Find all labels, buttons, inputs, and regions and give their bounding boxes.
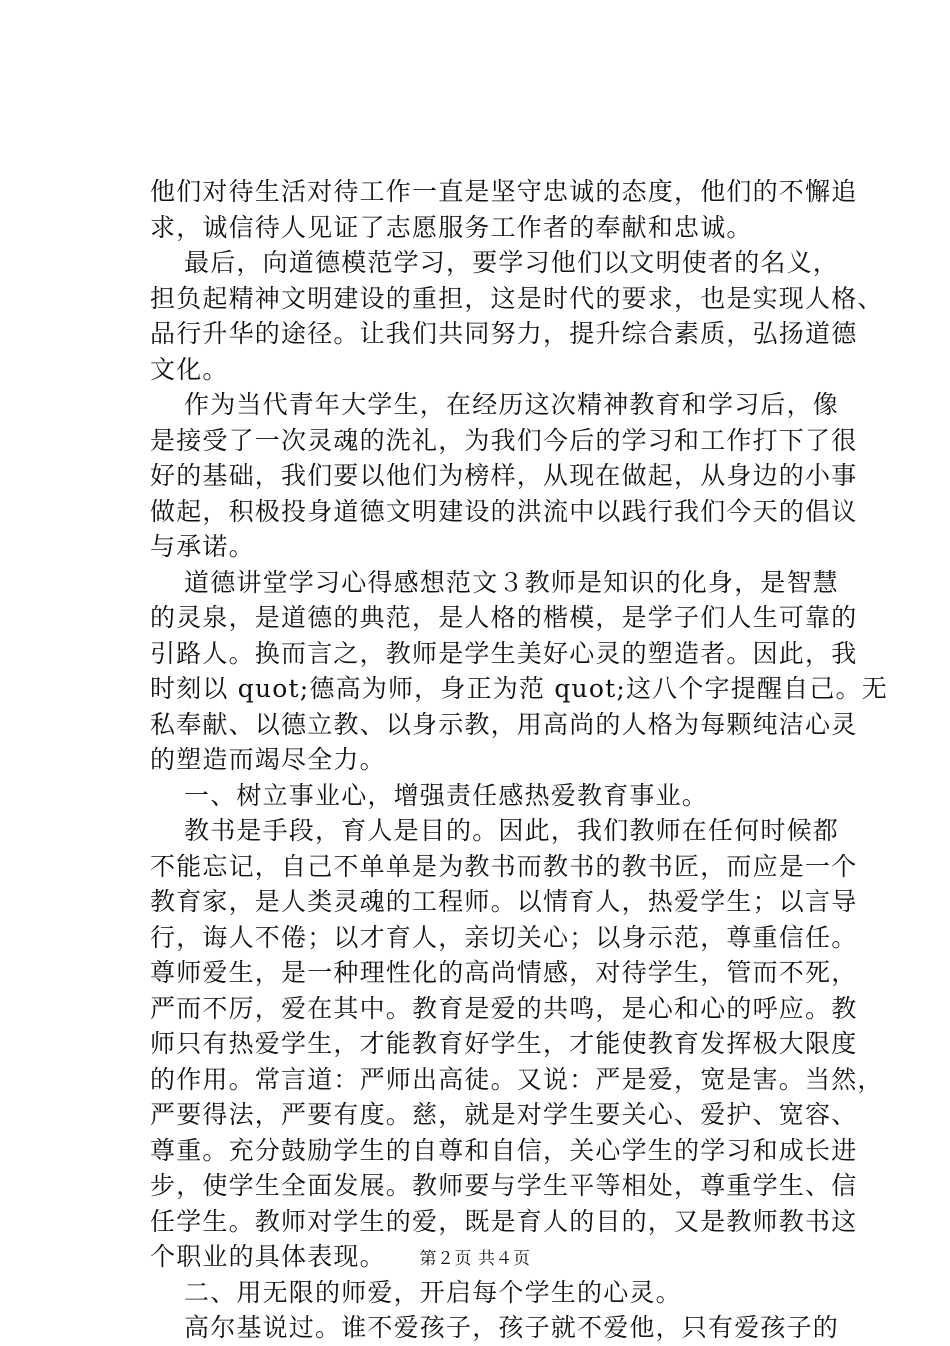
text-line: 高尔基说过。谁不爱孩子，孩子就不爱他，只有爱孩子的 [184, 1313, 840, 1342]
text-line: 品行升华的途径。让我们共同努力，提升综合素质，弘扬道德 [150, 319, 858, 348]
text-line: 的灵泉，是道德的典范，是人格的楷模，是学子们人生可靠的 [150, 603, 858, 632]
text-line: 担负起精神文明建设的重担，这是时代的要求，也是实现人格、 [150, 283, 884, 313]
text-line: 严要得法，严要有度。慈，就是对学生要关心、爱护、宽容、 [150, 1100, 858, 1129]
text-line: 尊重。充分鼓励学生的自尊和自信，关心学生的学习和成长进 [150, 1135, 858, 1165]
text-line: 个职业的具体表现。 [150, 1242, 386, 1271]
text-line: 严而不厉，爱在其中。教育是爱的共鸣，是心和心的呼应。教 [150, 993, 858, 1023]
text-line: 的作用。常言道：严师出高徒。又说：严是爱，宽是害。当然， [150, 1064, 884, 1094]
text-line: 不能忘记，自己不单单是为教书而教书的教书匠，而应是一个 [150, 851, 858, 881]
text-line: 的塑造而竭尽全力。 [150, 745, 386, 774]
text-line: 任学生。教师对学生的爱，既是育人的目的，又是教师教书这 [150, 1206, 858, 1236]
text-line: 做起，积极投身道德文明建设的洪流中以践行我们今天的倡议 [150, 496, 858, 526]
text-line: 步，使学生全面发展。教师要与学生平等相处，尊重学生、信 [150, 1171, 858, 1200]
text-line: 教书是手段，育人是目的。因此，我们教师在任何时候都 [184, 816, 840, 845]
text-line: 文化。 [150, 354, 229, 384]
text-line: 好的基础，我们要以他们为榜样，从现在做起，从身边的小事 [150, 461, 858, 490]
text-line: 求，诚信待人见证了志愿服务工作者的奉献和忠诚。 [150, 212, 753, 242]
text-line: 与承诺。 [150, 532, 255, 561]
text-line: 他们对待生活对待工作一直是坚守忠诚的态度，他们的不懈追 [150, 177, 858, 206]
text-line: 教育家，是人类灵魂的工程师。以情育人，热爱学生；以言导 [150, 887, 858, 916]
text-line: 一、树立事业心，增强责任感热爱教育事业。 [184, 780, 709, 810]
text-line: 道德讲堂学习心得感想范文３教师是知识的化身，是智慧 [184, 567, 840, 597]
text-line: 时刻以 quot;德高为师，身正为范 quot;这八个字提醒自己。无 [150, 674, 888, 703]
text-line: 师只有热爱学生，才能教育好学生，才能使教育发挥极大限度 [150, 1029, 858, 1058]
text-line: 私奉献、以德立教、以身示教，用高尚的人格为每颗纯洁心灵 [150, 709, 858, 739]
page-number-footer: 第２页 共４页 [419, 1249, 531, 1269]
text-line: 二、用无限的师爱，开启每个学生的心灵。 [184, 1277, 682, 1307]
text-line: 行，诲人不倦；以才育人，亲切关心；以身示范，尊重信任。 [150, 922, 858, 952]
text-line: 引路人。换而言之，教师是学生美好心灵的塑造者。因此，我 [150, 638, 858, 668]
text-line: 作为当代青年大学生，在经历这次精神教育和学习后，像 [184, 390, 840, 419]
text-line: 是接受了一次灵魂的洗礼，为我们今后的学习和工作打下了很 [150, 425, 858, 455]
text-line: 尊师爱生，是一种理性化的高尚情感，对待学生，管而不死， [150, 958, 858, 987]
text-line: 最后，向道德模范学习，要学习他们以文明使者的名义， [184, 248, 840, 277]
body-text [150, 174, 888, 1346]
